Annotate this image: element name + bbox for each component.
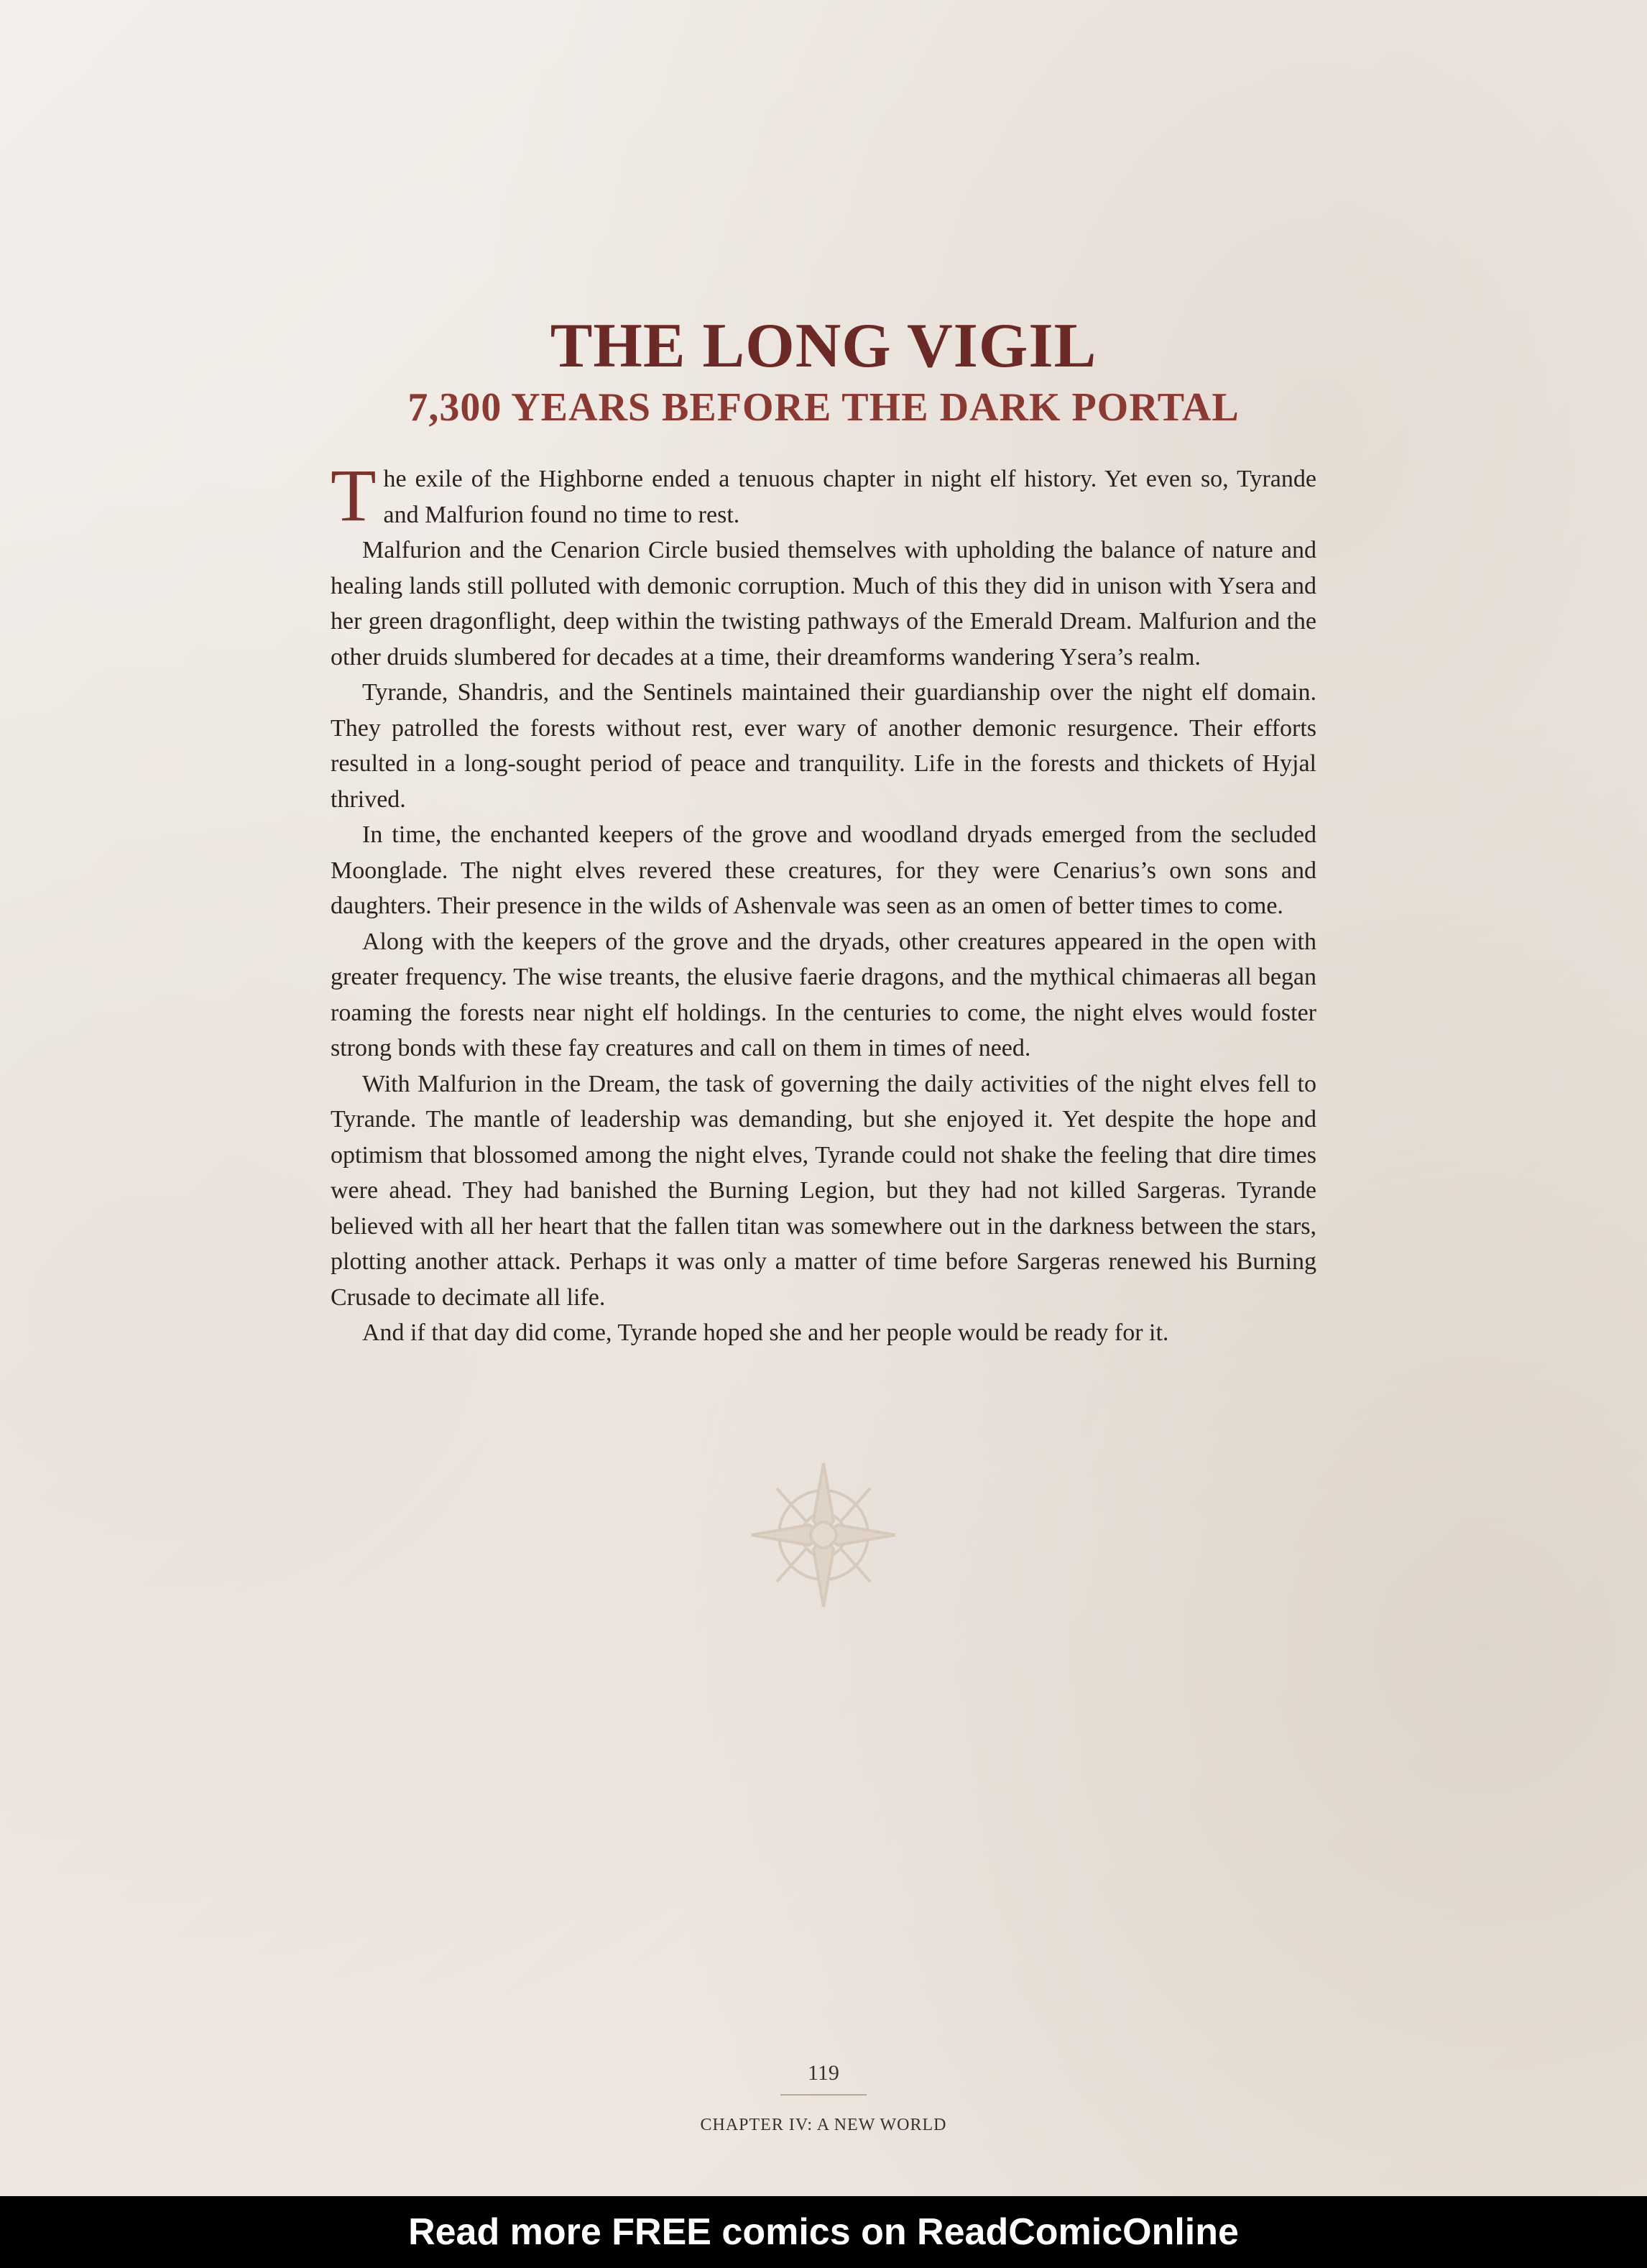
paragraph-1 <box>331 454 1316 537</box>
paragraph-1-text: he exile of the Highborne ended a tenuous chapter in night elf history. Yet even so, Tyrande and Malfurion found no time to rest. <box>383 466 1316 528</box>
paragraph-6: With Malfurion in the Dream, the task of governing the daily activities of the night elves fell to Tyrande. The mantle of leadership was demanding, but she enjoyed it. Yet despite the hope and optimism that blossomed among the night elves, Tyrande could not shake the feeling that dire times were ahead. They had banished the Burning Legion, but they had not killed Sargeras. Tyrande believed with all her heart that the fallen titan was somewhere out in the darkness between the stars, plotting another attack. Perhaps it was only a matter of time before Sargeras renewed his Burning Crusade to decimate all life. <box>331 1070 1316 1311</box>
footer-divider <box>780 2094 867 2096</box>
promo-banner-text[interactable]: Read more FREE comics on ReadComicOnline <box>408 2211 1239 2253</box>
paragraph-4: In time, the enchanted keepers of the grove and woodland dryads emerged from the secluded Moonglade. The night elves revered these creatures, for they were Cenarius’s own sons and daughters. Their presence in the wilds of Ashenvale was seen as an omen of better times to come. <box>331 821 1316 919</box>
compass-rose-icon <box>737 1449 910 1621</box>
chapter-footer: CHAPTER IV: A NEW WORLD <box>700 2116 947 2134</box>
drop-cap: T <box>331 454 377 537</box>
paragraph-2: Malfurion and the Cenarion Circle busied themselves with upholding the balance of nature and healing lands still polluted with demonic corruption. Much of this they did in unison with Ysera and her green dragonflight, deep within the twisting pathways of the Emerald Dream. Malfurion and the other druids slumbered for decades at a time, their dreamforms wandering Ysera’s realm. <box>331 537 1316 670</box>
page-subtitle: 7,300 YEARS BEFORE THE DARK PORTAL <box>407 385 1240 430</box>
promo-banner[interactable] <box>0 2196 1647 2268</box>
article-body <box>331 454 1316 1351</box>
paragraph-3: Tyrande, Shandris, and the Sentinels maintained their guardianship over the night elf domain. They patrolled the forests without rest, ever wary of another demonic resurgence. Their efforts resulted in a long-sought period of peace and tranquility. Life in the forests and thickets of Hyjal thrived. <box>331 679 1316 813</box>
page-title: THE LONG VIGIL <box>550 311 1097 381</box>
paragraph-7: And if that day did come, Tyrande hoped she and her people would be ready for it. <box>362 1319 1169 1346</box>
page-number: 119 <box>808 2061 839 2085</box>
paragraph-5: Along with the keepers of the grove and the dryads, other creatures appeared in the open with greater frequency. The wise treants, the elusive faerie dragons, and the mythical chimaeras all began roaming the forests near night elf holdings. In the centuries to come, the night elves would foster strong bonds with these fay creatures and call on them in times of need. <box>331 928 1316 1061</box>
